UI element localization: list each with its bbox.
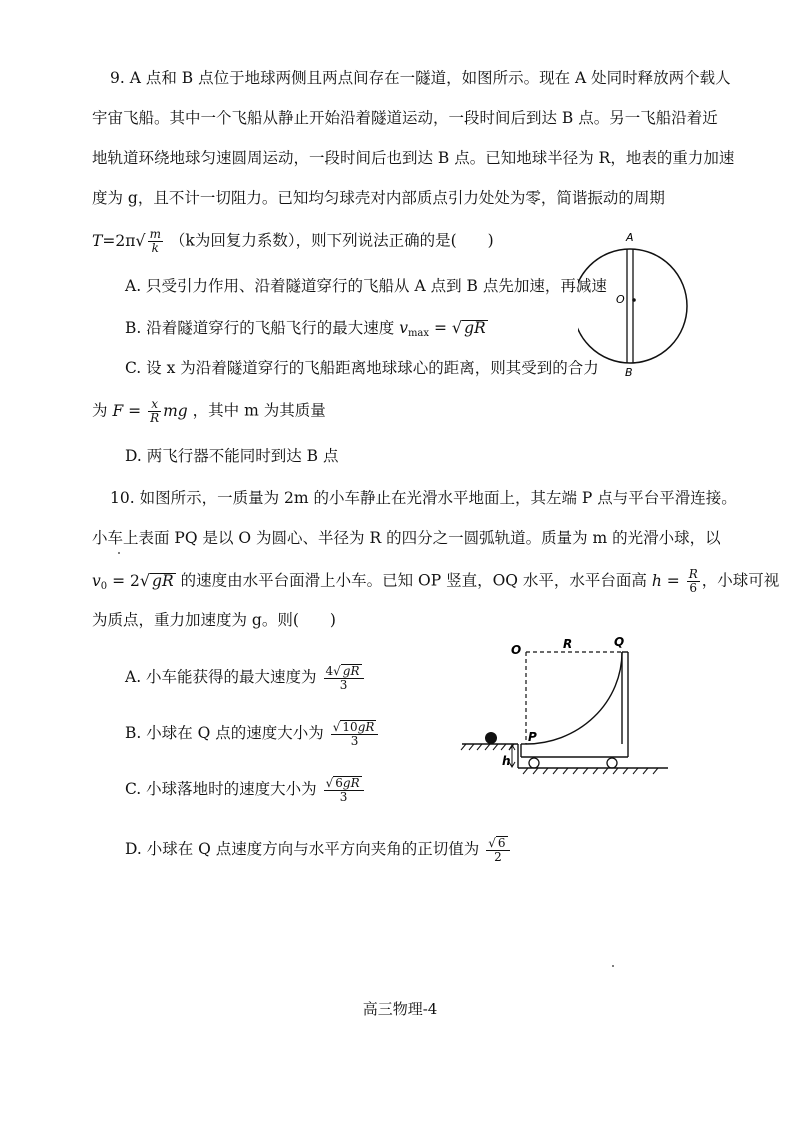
q9-line-2: 宇宙飞船。其中一个飞船从静止开始沿着隧道运动，一段时间后到达 B 点。另一飞船沿着近 (92, 109, 718, 127)
ground-hatch (523, 768, 658, 774)
label-h: h (502, 754, 511, 768)
q9-option-a: A. 只受引力作用、沿着隧道穿行的飞船从 A 点到 B 点先加速，再减速 (125, 277, 607, 295)
q10-option-c (125, 776, 366, 804)
label-a: A (626, 231, 634, 244)
label-q: Q (614, 635, 625, 649)
q9-option-c-prefix: 为 (92, 401, 108, 420)
platform-hatch (461, 744, 514, 750)
q10-option-a-text: A. 小车能获得的最大速度为 (125, 668, 317, 686)
label-o: O (616, 293, 625, 306)
q9-option-b-text: B. 沿着隧道穿行的飞船飞行的最大速度 (125, 319, 395, 337)
h-formula: h = $\frac{R}{6}$ (651, 567, 698, 595)
q10-line-3 (92, 568, 779, 597)
q9-line-5 (92, 228, 494, 255)
cart-track-figure (458, 632, 673, 782)
period-formula: T=2π√ $\frac{m}{k}$ (92, 227, 161, 255)
q9-option-c-suffix: ，其中 m 为其质量 (192, 401, 326, 420)
q9-option-d: D. 两飞行器不能同时到达 B 点 (125, 447, 339, 465)
earth-center-dot (632, 298, 636, 302)
label-b: B (625, 366, 633, 378)
q9-line-1: 9. A 点和 B 点位于地球两侧且两点间存在一隧道，如图所示。现在 A 处同时释放两个载人 (110, 69, 731, 87)
arc-pq (526, 652, 622, 744)
q10-option-b-text: B. 小球在 Q 点的速度大小为 (125, 724, 324, 742)
q10-option-b-formula: $\frac{√ 10gR}{3}$ (329, 724, 381, 742)
q10-option-d-text: D. 小球在 Q 点速度方向与水平方向夹角的正切值为 (125, 840, 480, 858)
ball (485, 732, 497, 744)
q10-option-b (125, 720, 380, 748)
q9-stem-end: （k为回复力系数），则下列说法正确的是( ) (169, 231, 494, 250)
q9-line-4: 度为 g，且不计一切阻力。已知均匀球壳对内部质点引力处处为零，简谐振动的周期 (92, 189, 665, 207)
q9-option-b (125, 318, 488, 344)
scan-speck (118, 552, 120, 554)
wheel-left (529, 758, 539, 768)
earth-tunnel-figure (578, 228, 688, 378)
q10-option-c-text: C. 小球落地时的速度大小为 (125, 780, 317, 798)
q9-option-b-formula: $v_{max}$ = √ gR (399, 318, 486, 339)
q10-option-c-formula: $\frac{√ 6gR}{3}$ (322, 780, 366, 798)
q10-line-1: 10. 如图所示，一质量为 2m 的小车静止在光滑水平地面上，其左端 P 点与平台平滑连接。 (110, 489, 737, 507)
q9-option-c-formula: F = $\frac{x}{R}$ mg (112, 397, 188, 425)
q9-line-3: 地轨道环绕地球匀速圆周运动，一段时间后也到达 B 点。已知地球半径为 R，地表的重力加速 (92, 149, 735, 167)
q10-line-3-text: 的速度由水平台面滑上小车。已知 OP 竖直，OQ 水平，水平台面高 (180, 571, 647, 590)
q10-line-4: 为质点，重力加速度为 g。则( ) (92, 611, 336, 629)
wheel-right (607, 758, 617, 768)
scan-speck (612, 965, 614, 967)
q10-option-d (125, 836, 512, 864)
label-r: R (563, 637, 573, 651)
q10-option-a (125, 664, 366, 692)
page-footer: 高三物理-4 (362, 1000, 438, 1018)
q10-option-a-formula: $\frac{4√ gR}{3}$ (322, 668, 366, 686)
label-p: P (528, 730, 537, 744)
q10-line-2: 小车上表面 PQ 是以 O 为圆心、半径为 R 的四分之一圆弧轨道。质量为 m 的光滑小球，以 (92, 529, 721, 547)
v0-formula: $v_0 = 2√$ gR (92, 570, 174, 592)
q9-option-c-line-1: C. 设 x 为沿着隧道穿行的飞船距离地球球心的距离，则其受到的合力 (125, 359, 599, 377)
label-o: O (511, 643, 522, 657)
q9-option-c-line-2 (92, 398, 326, 425)
q10-option-d-formula: $\frac{√ 6}{2}$ (484, 840, 511, 858)
q10-line-3-end: ，小球可视 (701, 571, 780, 590)
